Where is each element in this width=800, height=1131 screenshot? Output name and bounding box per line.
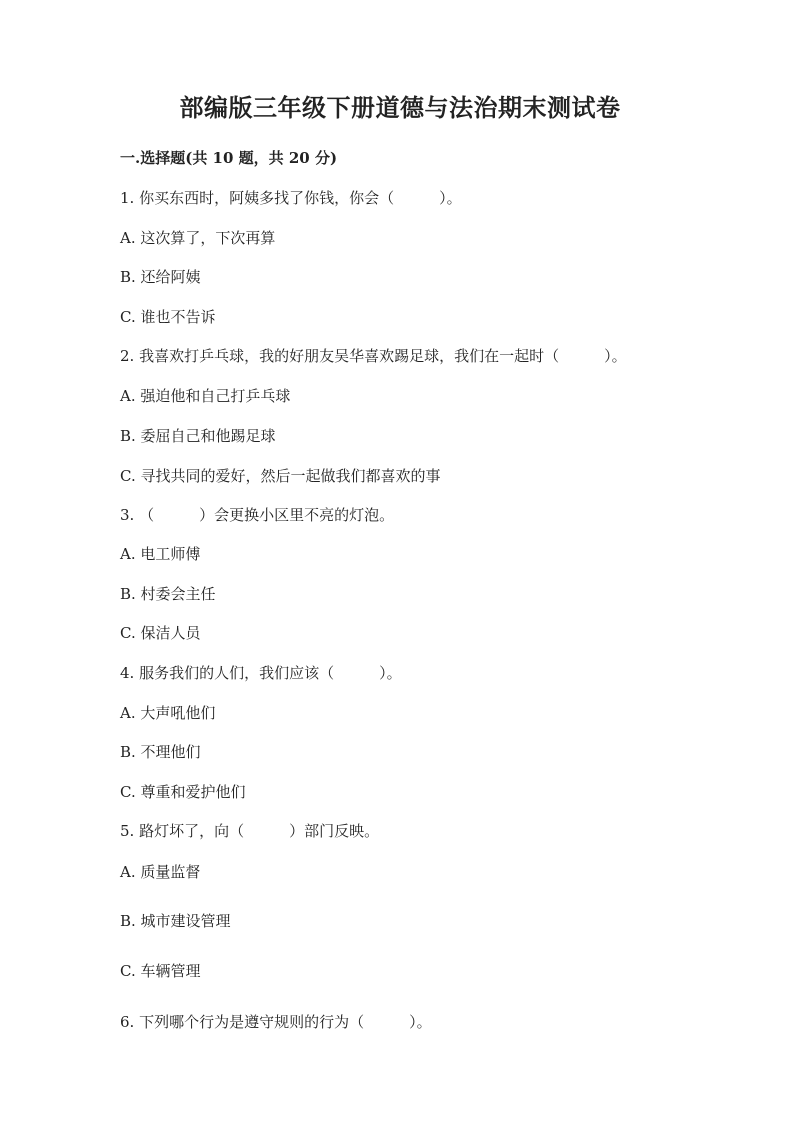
- question-6-stem: 6. 下列哪个行为是遵守规则的行为（ ）。: [120, 1013, 432, 1031]
- question-3-option-c: C. 保洁人员: [120, 624, 201, 642]
- question-1-stem: 1. 你买东西时，阿姨多找了你钱，你会（ ）。: [120, 189, 462, 207]
- question-5-option-a: A. 质量监督: [120, 863, 201, 881]
- question-1-option-b: B. 还给阿姨: [120, 268, 201, 286]
- question-2-option-b: B. 委屈自己和他踢足球: [120, 427, 276, 445]
- question-4-option-c: C. 尊重和爱护他们: [120, 783, 246, 801]
- question-5-option-c: C. 车辆管理: [120, 962, 201, 980]
- question-2-stem: 2. 我喜欢打乒乓球，我的好朋友吴华喜欢踢足球，我们在一起时（ ）。: [120, 347, 627, 365]
- question-5-option-b: B. 城市建设管理: [120, 912, 231, 930]
- question-2-option-a: A. 强迫他和自己打乒乓球: [120, 387, 291, 405]
- question-1-option-a: A. 这次算了，下次再算: [120, 229, 276, 247]
- question-2-option-c: C. 寻找共同的爱好，然后一起做我们都喜欢的事: [120, 467, 441, 485]
- question-5-stem: 5. 路灯坏了，向（ ）部门反映。: [120, 822, 380, 840]
- section-heading: 一.选择题(共 10 题，共 20 分): [120, 149, 338, 167]
- page-title: 部编版三年级下册道德与法治期末测试卷: [179, 93, 621, 122]
- question-3-stem: 3. （ ）会更换小区里不亮的灯泡。: [120, 506, 395, 524]
- question-4-option-b: B. 不理他们: [120, 743, 201, 761]
- question-4-option-a: A. 大声吼他们: [120, 704, 216, 722]
- question-1-option-c: C. 谁也不告诉: [120, 308, 216, 326]
- question-3-option-b: B. 村委会主任: [120, 585, 216, 603]
- question-3-option-a: A. 电工师傅: [120, 545, 201, 563]
- question-4-stem: 4. 服务我们的人们，我们应该（ ）。: [120, 664, 402, 682]
